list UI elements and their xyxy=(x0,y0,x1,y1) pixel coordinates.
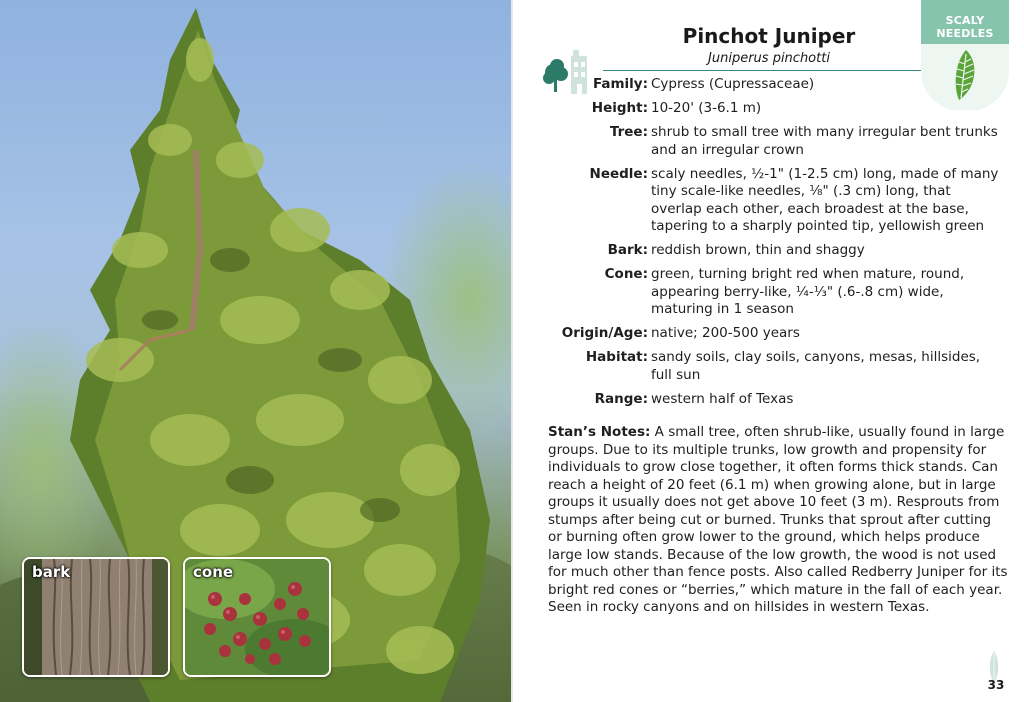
fact-value xyxy=(651,165,999,236)
notes-text: A small tree, often shrub-like, usually found in large xyxy=(650,424,1005,440)
notes-line: for much other than fence posts. Also called Redberry Juniper for its xyxy=(548,564,1008,580)
fact-value-line: overlap each other, each broadest at the base, xyxy=(651,200,969,217)
fact-label: Needle: xyxy=(589,165,648,182)
fact-value-line: scaly needles, ½-1" (1-2.5 cm) long, made of many xyxy=(651,165,999,182)
fact-value-line: maturing in 1 season xyxy=(651,301,794,317)
notes-line: reach a height of 20 feet (6.1 m) when growing alone, but in large xyxy=(548,476,996,493)
notes-line xyxy=(548,424,1008,442)
fact-value-line: full sun xyxy=(651,366,701,383)
notes-lead: Stan’s Notes: xyxy=(548,424,651,440)
fact-value xyxy=(651,124,998,159)
notes-line: or burning often grow lower to the ground, which helps produce xyxy=(548,529,980,545)
fact-label: Tree: xyxy=(609,124,648,140)
fact-value-line: green, turning bright red when mature, round, xyxy=(651,266,965,282)
species-text-page xyxy=(513,0,1024,702)
fact-value-line: tapering to a sharply pointed tip, yellowish green xyxy=(651,218,985,234)
stans-notes xyxy=(548,424,1008,617)
fact-label: Habitat: xyxy=(585,349,648,365)
species-common-name: Pinchot Juniper xyxy=(682,24,856,48)
notes-line: bright red cones or “berries,” which mature in the fall of each year. xyxy=(548,581,1003,598)
page-number: 33 xyxy=(987,678,1005,692)
notes-line: individuals to grow close together, it often forms thick stands. Can xyxy=(548,459,998,475)
notes-line: stumps after being cut or burned. Trunks that sprout after cutting xyxy=(548,511,992,528)
notes-line: Seen in rocky canyons and on hillsides in western Texas. xyxy=(548,599,930,615)
fact-value-line: native; 200-500 years xyxy=(651,325,800,341)
fact-value-line: 10-20' (3-6.1 m) xyxy=(651,100,762,116)
fact-value-line: reddish brown, thin and shaggy xyxy=(651,242,865,258)
fact-value xyxy=(651,349,991,384)
notes-line: large low stands. Because of the low growth, the wood is not used xyxy=(548,546,997,563)
fact-value-line: appearing berry-like, ¼-⅓" (.6-.8 cm) wide, xyxy=(651,283,944,300)
category-tab xyxy=(921,0,1009,110)
species-scientific-name: Juniperus pinchotti xyxy=(708,51,830,66)
fact-value-line: and an irregular crown xyxy=(651,141,804,158)
fact-value xyxy=(651,391,991,409)
bark-inset-photo xyxy=(22,557,170,677)
title-underline xyxy=(603,70,921,71)
cone-inset-label: cone xyxy=(193,563,234,581)
category-tab-label: SCALY NEEDLES xyxy=(936,14,994,40)
cone-inset-photo xyxy=(183,557,331,677)
fact-value xyxy=(651,100,991,118)
fact-label: Range: xyxy=(594,390,648,407)
fact-label: Bark: xyxy=(607,242,648,258)
fact-label: Family: xyxy=(592,76,648,92)
fact-value xyxy=(651,266,991,319)
fact-value xyxy=(651,325,991,343)
fact-value-line: western half of Texas xyxy=(651,390,794,407)
fact-label: Height: xyxy=(591,100,648,116)
scaly-needle-icon xyxy=(949,48,983,102)
fact-value-line: sandy soils, clay soils, canyons, mesas, hillsides, xyxy=(651,349,981,365)
bark-inset-label: bark xyxy=(32,563,71,581)
fact-value-line: shrub to small tree with many irregular bent trunks xyxy=(651,124,998,140)
fact-value xyxy=(651,76,991,94)
fact-label: Cone: xyxy=(604,266,648,282)
fact-value-line: Cypress (Cupressaceae) xyxy=(651,76,815,92)
fact-value xyxy=(651,242,991,260)
fact-value-line: tiny scale-like needles, ⅛" (.3 cm) long, that xyxy=(651,183,951,199)
notes-line: groups. Due to its multiple trunks, low growth and propensity for xyxy=(548,441,987,458)
notes-line: groups it usually does not get above 10 feet (3 m). Resprouts from xyxy=(548,494,1000,510)
fact-label: Origin/Age: xyxy=(561,325,648,341)
